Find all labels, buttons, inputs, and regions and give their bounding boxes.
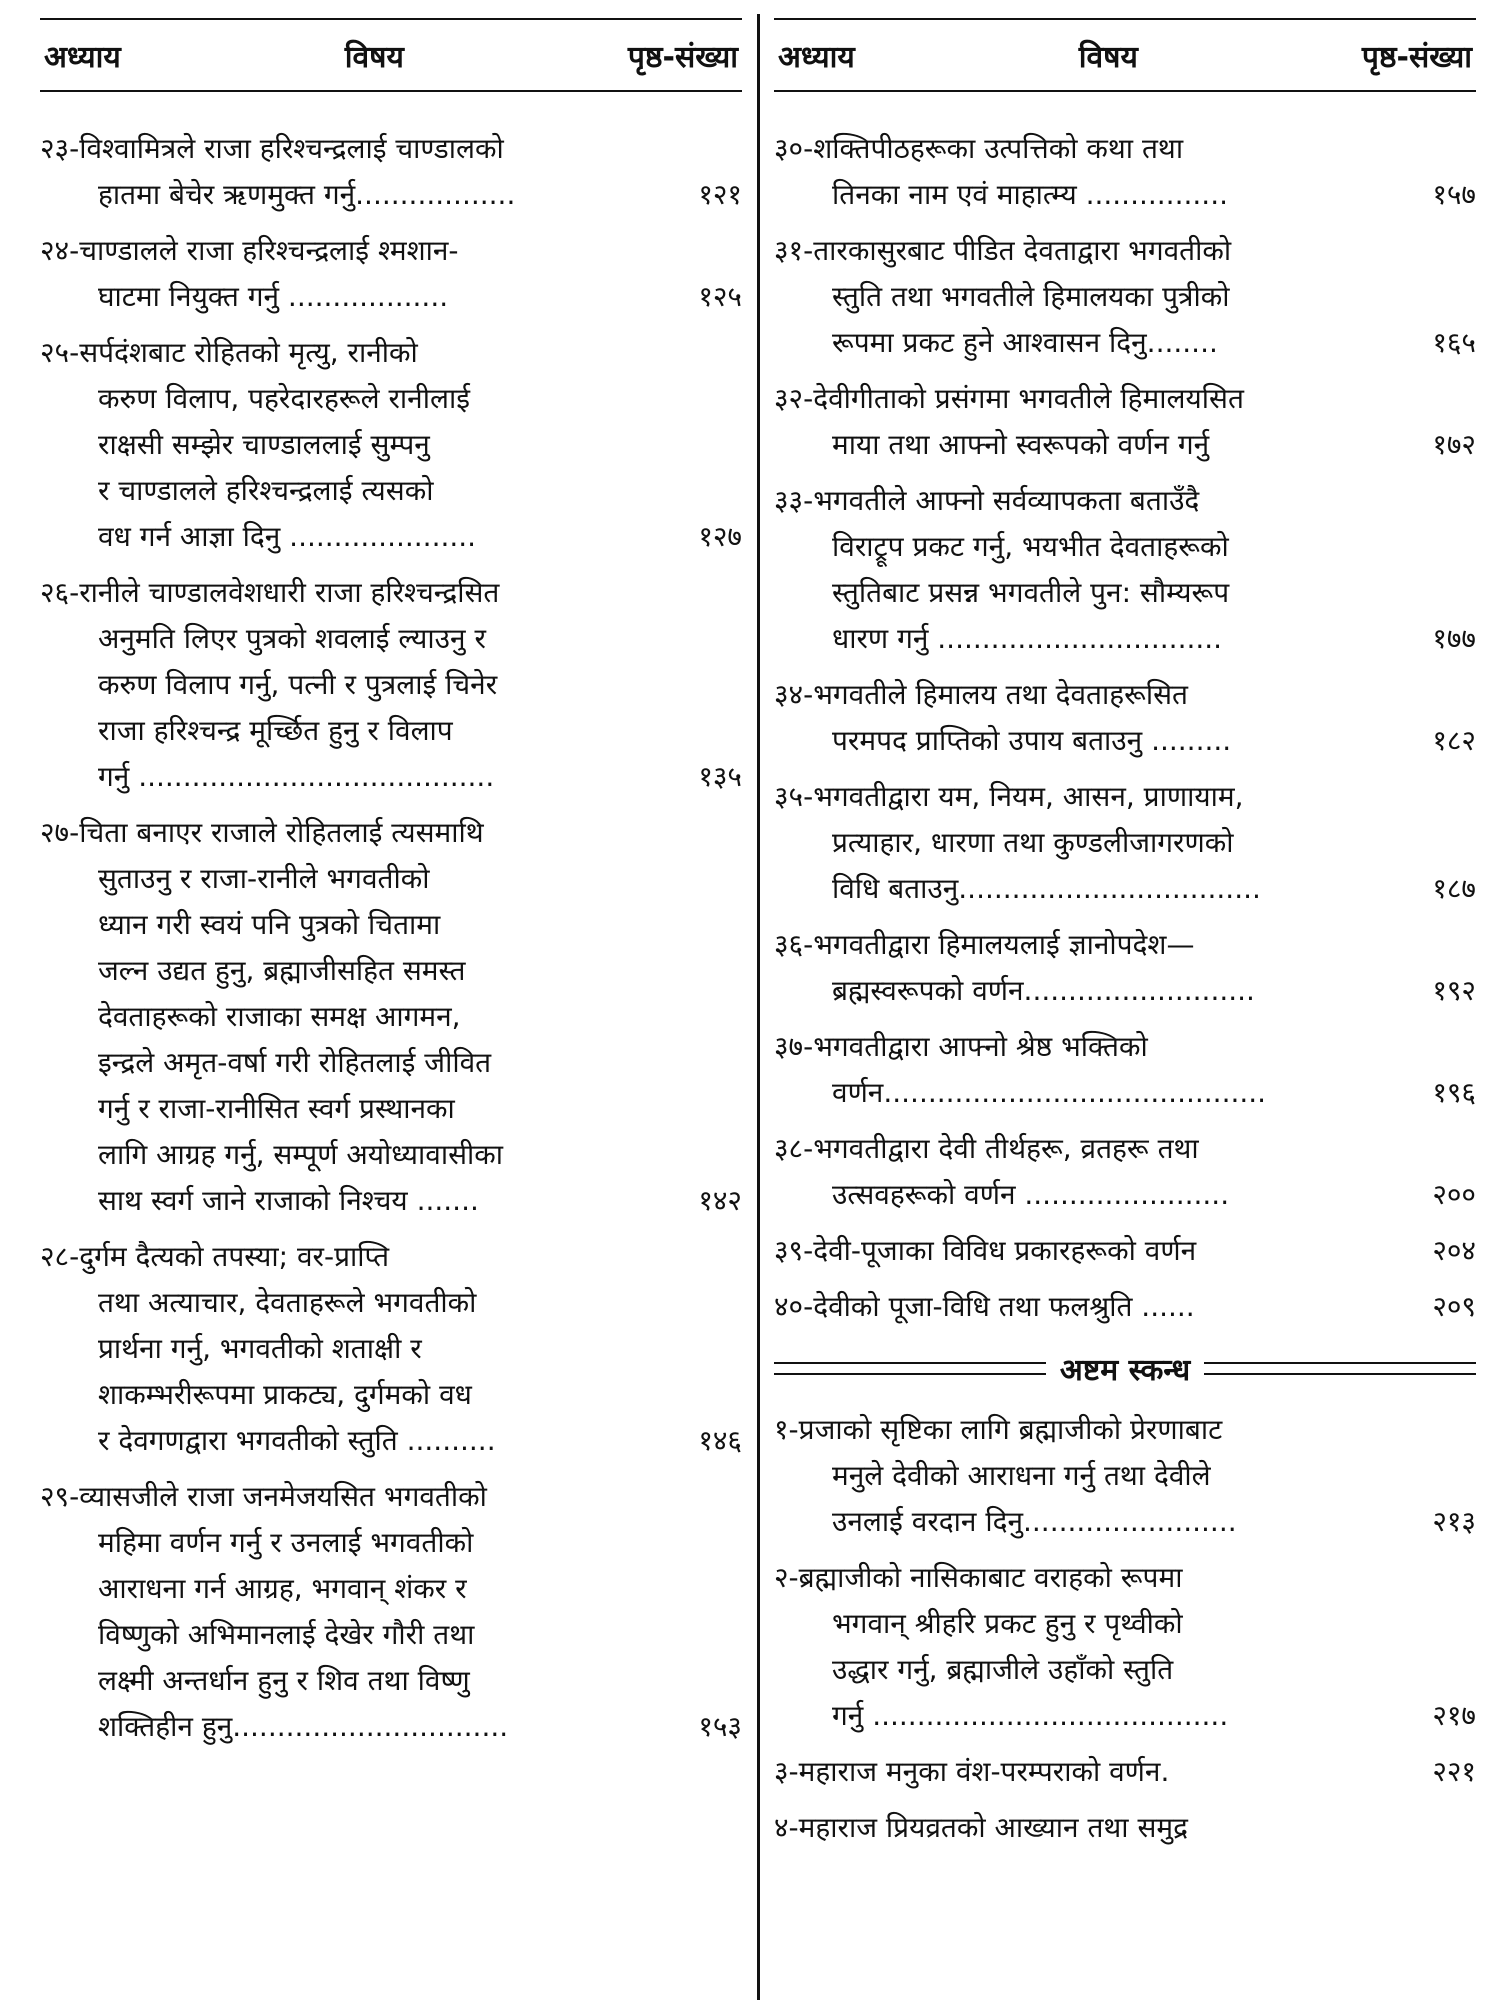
toc-entry-line: राक्षसी सम्झेर चाण्डाललाई सुम्पनु xyxy=(98,428,430,461)
toc-entry-line: ३-महाराज मनुका वंश-परम्पराको वर्णन. xyxy=(774,1755,1170,1788)
section-heading xyxy=(774,1348,1476,1389)
toc-entry xyxy=(40,1234,742,1464)
toc-entry-line: हातमा बेचेर ऋणमुक्त गर्नु.................. xyxy=(98,178,516,211)
toc-entry-line: २३-विश्वामित्रले राजा हरिश्चन्द्रलाई चाण्डालको xyxy=(40,132,504,165)
page-number: २२१ xyxy=(1432,1755,1476,1788)
page-number: २०९ xyxy=(1432,1290,1476,1323)
right-header xyxy=(774,20,1476,90)
toc-entry-line: भगवान् श्रीहरि प्रकट हुनु र पृथ्वीको xyxy=(832,1607,1183,1640)
toc-entry-line: २७-चिता बनाएर राजाले रोहितलाई त्यसमाथि xyxy=(40,816,484,849)
toc-entry-line: करुण विलाप, पहरेदारहरूले रानीलाई xyxy=(98,382,470,415)
toc-entry-line: आराधना गर्न आग्रह, भगवान् शंकर र xyxy=(98,1572,467,1605)
left-column xyxy=(40,0,742,1760)
toc-entry-line: रूपमा प्रकट हुने आश्वासन दिनु........ xyxy=(832,326,1218,359)
toc-entry xyxy=(774,1284,1476,1330)
toc-entry-line: विधि बताउनु.................................. xyxy=(832,872,1261,905)
toc-entry-line: उत्सवहरूको वर्णन ....................... xyxy=(832,1178,1230,1211)
toc-entry-line: परमपद प्राप्तिको उपाय बताउनु ......... xyxy=(832,724,1232,757)
toc-entry-line: स्तुति तथा भगवतीले हिमालयका पुत्रीको xyxy=(832,280,1230,313)
toc-entry-line: उनलाई वरदान दिनु........................ xyxy=(832,1505,1237,1538)
toc-entry xyxy=(40,330,742,560)
toc-entry-line: शाकम्भरीरूपमा प्राकट्य, दुर्गमको वध xyxy=(98,1378,472,1411)
toc-entry-line: ३१-तारकासुरबाट पीडित देवताद्वारा भगवतीको xyxy=(774,234,1232,267)
section-entries xyxy=(774,1407,1476,1851)
header-bottom-rule xyxy=(774,90,1476,92)
toc-entry-line: लक्ष्मी अन्तर्धान हुनु र शिव तथा विष्णु xyxy=(98,1664,470,1697)
toc-entry xyxy=(40,1474,742,1750)
header-chapter: अध्याय xyxy=(778,39,855,75)
toc-entry-line: गर्नु र राजा-रानीसित स्वर्ग प्रस्थानका xyxy=(98,1092,455,1125)
toc-entry-line: वर्णन........................................... xyxy=(832,1076,1267,1109)
toc-entry-line: लागि आग्रह गर्नु, सम्पूर्ण अयोध्यावासीका xyxy=(98,1138,504,1171)
section-title: अष्टम स्कन्ध xyxy=(1059,1353,1191,1388)
toc-entry-line: ३९-देवी-पूजाका विविध प्रकारहरूको वर्णन xyxy=(774,1234,1197,1267)
toc-entry-line: जल्न उद्यत हुनु, ब्रह्माजीसहित समस्त xyxy=(98,954,466,987)
header-page-number: पृष्ठ-संख्या xyxy=(1361,39,1472,75)
toc-entry xyxy=(774,126,1476,218)
page-number: १८७ xyxy=(1432,872,1476,905)
toc-entry-line: प्रत्याहार, धारणा तथा कुण्डलीजागरणको xyxy=(832,826,1234,859)
toc-entry-line: उद्धार गर्नु, ब्रह्माजीले उहाँको स्तुति xyxy=(832,1653,1174,1686)
toc-entry xyxy=(774,672,1476,764)
toc-entry-line: र देवगणद्वारा भगवतीको स्तुति .......... xyxy=(98,1424,496,1457)
toc-entry-line: गर्नु ........................................ xyxy=(98,760,495,793)
toc-entry-line: राजा हरिश्चन्द्र मूर्च्छित हुनु र विलाप xyxy=(98,714,453,747)
toc-entry-line: ३२-देवीगीताको प्रसंगमा भगवतीले हिमालयसित xyxy=(774,382,1244,415)
toc-entry-line: र चाण्डालले हरिश्चन्द्रलाई त्यसको xyxy=(98,474,434,507)
page-number: १९२ xyxy=(1432,974,1476,1007)
section-double-rule xyxy=(1204,1362,1476,1375)
right-column xyxy=(774,0,1476,1861)
toc-entry-line: इन्द्रले अमृत-वर्षा गरी रोहितलाई जीवित xyxy=(98,1046,492,1079)
page-number: १२७ xyxy=(698,520,742,553)
header-page-number: पृष्ठ-संख्या xyxy=(627,39,738,75)
toc-entry xyxy=(774,1024,1476,1116)
toc-entry xyxy=(40,126,742,218)
page-number: २०४ xyxy=(1432,1234,1476,1267)
toc-entry-line: वध गर्न आज्ञा दिनु ..................... xyxy=(98,520,477,553)
toc-entry-line: ३५-भगवतीद्वारा यम, नियम, आसन, प्राणायाम, xyxy=(774,780,1244,813)
toc-entry-line: ३०-शक्तिपीठहरूका उत्पत्तिको कथा तथा xyxy=(774,132,1184,165)
toc-entry-line: २५-सर्पदंशबाट रोहितको मृत्यु, रानीको xyxy=(40,336,418,369)
toc-entry xyxy=(774,1749,1476,1795)
toc-entry xyxy=(774,1407,1476,1545)
toc-entry xyxy=(774,922,1476,1014)
toc-entry-line: विष्णुको अभिमानलाई देखेर गौरी तथा xyxy=(98,1618,475,1651)
page-number: १९६ xyxy=(1432,1076,1476,1109)
toc-entry-line: ४०-देवीको पूजा-विधि तथा फलश्रुति ...... xyxy=(774,1290,1195,1323)
header-subject: विषय xyxy=(344,39,404,75)
toc-entry-line: गर्नु ........................................ xyxy=(832,1699,1229,1732)
page-number: १८२ xyxy=(1432,724,1476,757)
left-entries xyxy=(40,126,742,1750)
toc-entry-line: तथा अत्याचार, देवताहरूले भगवतीको xyxy=(98,1286,477,1319)
toc-entry-line: ३४-भगवतीले हिमालय तथा देवताहरूसित xyxy=(774,678,1188,711)
page-number: १३५ xyxy=(698,760,742,793)
header-bottom-rule xyxy=(40,90,742,92)
page-number: १६५ xyxy=(1432,326,1476,359)
toc-entry-line: तिनका नाम एवं माहात्म्य ................ xyxy=(832,178,1228,211)
page-number: १४२ xyxy=(698,1184,742,1217)
right-entries xyxy=(774,126,1476,1330)
toc-entry-line: साथ स्वर्ग जाने राजाको निश्चय ....... xyxy=(98,1184,479,1217)
toc-entry-line: माया तथा आफ्नो स्वरूपको वर्णन गर्नु xyxy=(832,428,1210,461)
toc-entry xyxy=(40,228,742,320)
left-header xyxy=(40,20,742,90)
page-number: २१७ xyxy=(1432,1699,1476,1732)
toc-entry-line: महिमा वर्णन गर्नु र उनलाई भगवतीको xyxy=(98,1526,474,1559)
toc-entry-line: प्रार्थना गर्नु, भगवतीको शताक्षी र xyxy=(98,1332,422,1365)
toc-entry xyxy=(774,376,1476,468)
toc-entry-line: ३६-भगवतीद्वारा हिमालयलाई ज्ञानोपदेश— xyxy=(774,928,1195,961)
toc-entry-line: धारण गर्नु ................................ xyxy=(832,622,1223,655)
toc-entry-line: ब्रह्मस्वरूपको वर्णन.......................... xyxy=(832,974,1255,1007)
toc-entry xyxy=(774,1228,1476,1274)
toc-entry xyxy=(774,1555,1476,1739)
toc-entry-line: २६-रानीले चाण्डालवेशधारी राजा हरिश्चन्द्रसित xyxy=(40,576,500,609)
column-divider xyxy=(757,14,760,2000)
toc-entry xyxy=(40,810,742,1224)
toc-entry-line: २४-चाण्डालले राजा हरिश्चन्द्रलाई श्मशान- xyxy=(40,234,459,267)
toc-entry-line: ध्यान गरी स्वयं पनि पुत्रको चितामा xyxy=(98,908,441,941)
toc-entry-line: देवताहरूको राजाका समक्ष आगमन, xyxy=(98,1000,461,1033)
toc-entry-line: सुताउनु र राजा-रानीले भगवतीको xyxy=(98,862,430,895)
toc-entry-line: १-प्रजाको सृष्टिका लागि ब्रह्माजीको प्रेरणाबाट xyxy=(774,1413,1223,1446)
header-subject: विषय xyxy=(1078,39,1138,75)
toc-entry-line: मनुले देवीको आराधना गर्नु तथा देवीले xyxy=(832,1459,1211,1492)
toc-entry xyxy=(40,570,742,800)
page-number: १२१ xyxy=(698,178,742,211)
header-chapter: अध्याय xyxy=(44,39,121,75)
toc-entry xyxy=(774,774,1476,912)
page-number: २१३ xyxy=(1432,1505,1476,1538)
toc-entry-line: २८-दुर्गम दैत्यको तपस्या; वर-प्राप्ति xyxy=(40,1240,390,1273)
section-double-rule xyxy=(774,1362,1046,1375)
page-number: १५७ xyxy=(1432,178,1476,211)
toc-entry-line: घाटमा नियुक्त गर्नु .................. xyxy=(98,280,449,313)
toc-entry-line: २-ब्रह्माजीको नासिकाबाट वराहको रूपमा xyxy=(774,1561,1183,1594)
toc-entry xyxy=(774,228,1476,366)
page-number: १७२ xyxy=(1432,428,1476,461)
page-number: १५३ xyxy=(698,1710,742,1743)
toc-entry-line: करुण विलाप गर्नु, पत्नी र पुत्रलाई चिनेर xyxy=(98,668,498,701)
toc-entry-line: अनुमति लिएर पुत्रको शवलाई ल्याउनु र xyxy=(98,622,486,655)
page-number: १२५ xyxy=(698,280,742,313)
toc-entry-line: विराट्रूप प्रकट गर्नु, भयभीत देवताहरूको xyxy=(832,530,1229,563)
toc-entry-line: ४-महाराज प्रियव्रतको आख्यान तथा समुद्र xyxy=(774,1811,1188,1844)
toc-entry-line: ३३-भगवतीले आफ्नो सर्वव्यापकता बताउँदै xyxy=(774,484,1200,517)
toc-entry xyxy=(774,478,1476,662)
page-number: १४६ xyxy=(698,1424,742,1457)
toc-entry-line: शक्तिहीन हुनु............................... xyxy=(98,1710,509,1743)
page-number: १७७ xyxy=(1432,622,1476,655)
toc-entry xyxy=(774,1805,1476,1851)
page-number: २०० xyxy=(1432,1178,1476,1211)
toc-entry-line: ३७-भगवतीद्वारा आफ्नो श्रेष्ठ भक्तिको xyxy=(774,1030,1148,1063)
toc-entry-line: २९-व्यासजीले राजा जनमेजयसित भगवतीको xyxy=(40,1480,487,1513)
toc-entry-line: ३८-भगवतीद्वारा देवी तीर्थहरू, व्रतहरू तथा xyxy=(774,1132,1199,1165)
toc-entry-line: स्तुतिबाट प्रसन्न भगवतीले पुन: सौम्यरूप xyxy=(832,576,1230,609)
toc-entry xyxy=(774,1126,1476,1218)
